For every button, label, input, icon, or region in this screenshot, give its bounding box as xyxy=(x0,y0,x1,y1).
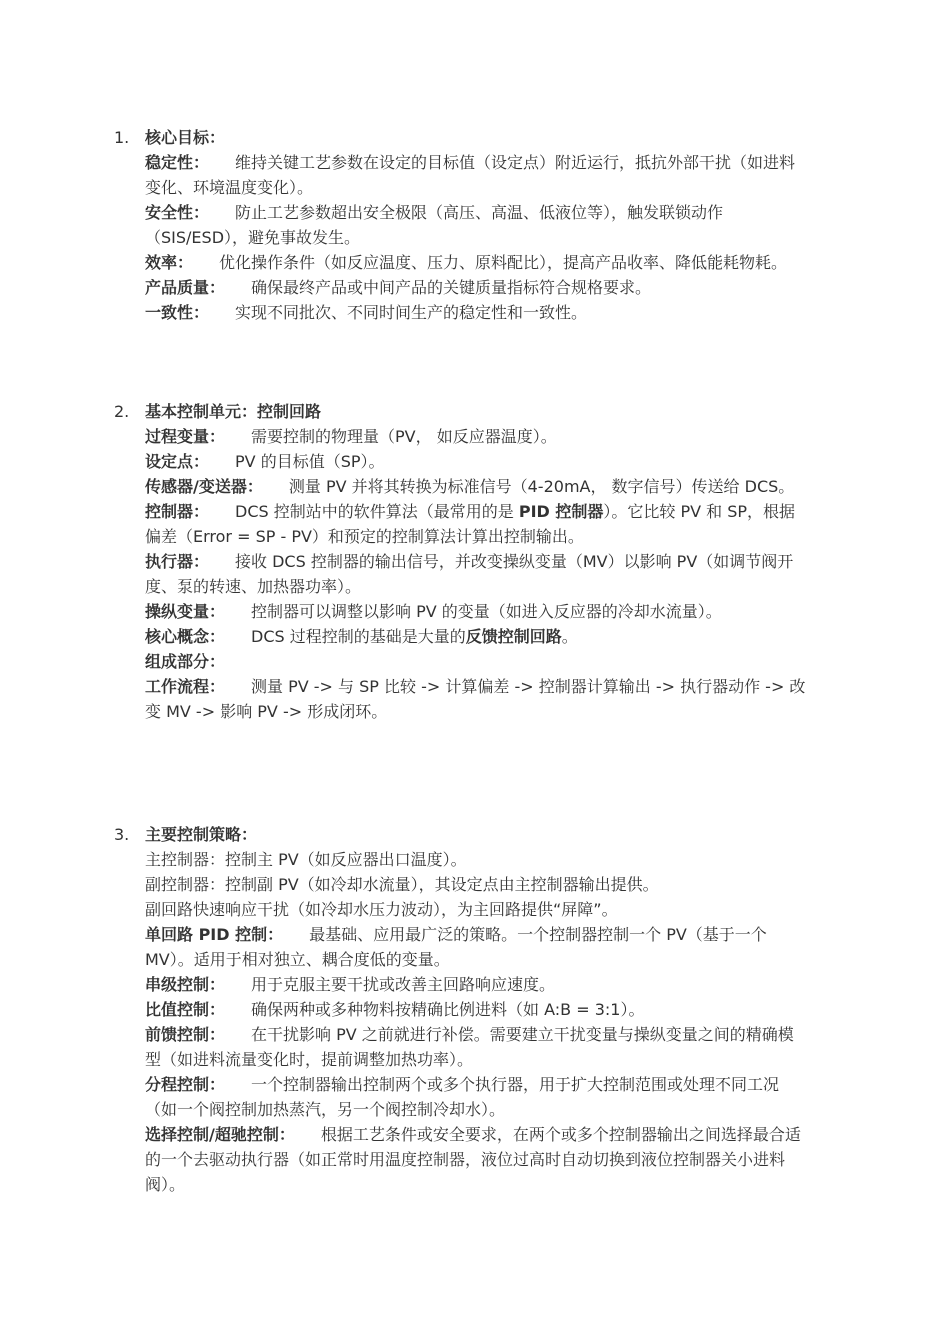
section-title xyxy=(145,399,321,424)
section-control-strategies xyxy=(114,822,814,1197)
item-text: 在干扰影响 PV 之前就进行补偿。需要建立干扰变量与操纵变量之间的精确模型（如进料流量变化时，提前调整加热功率）。 xyxy=(145,1025,794,1069)
item-manipulated-variable xyxy=(145,599,807,624)
item-label: 串级控制： xyxy=(145,975,226,994)
item-cascade-control xyxy=(145,972,807,997)
item-label: 组成部分： xyxy=(145,652,226,671)
item-text: 确保两种或多种物料按精确比例进料（如 A:B = 3:1）。 xyxy=(251,1000,645,1019)
item-text: 测量 PV -> 与 SP 比较 -> 计算偏差 -> 控制器计算输出 -> 执行器动作 -> 改变 MV -> 影响 PV -> 形成闭环。 xyxy=(145,677,806,721)
item-label: 安全性： xyxy=(145,203,210,222)
item-slave-controller xyxy=(145,872,807,897)
item-label: 设定点： xyxy=(145,452,210,471)
item-text: PV 的目标值（SP）。 xyxy=(235,452,385,471)
section-title: 主要控制策略： xyxy=(145,825,258,844)
item-core-concept xyxy=(145,624,807,649)
item-text: 优化操作条件（如反应温度、压力、原料配比），提高产品收率、降低能耗物耗。 xyxy=(219,253,788,272)
item-text: 。 xyxy=(561,627,578,646)
item-label: 操纵变量： xyxy=(145,602,226,621)
item-label: 执行器： xyxy=(145,552,210,571)
item-label: 控制器： xyxy=(145,502,210,521)
item-text: ）。它比较 PV 和 SP，根据偏差（Error = SP - PV）和预定的控制算法计算出控制输出。 xyxy=(145,502,796,546)
section-number: 1. xyxy=(114,128,130,147)
item-text: 副控制器：控制副 PV（如冷却水流量），其设定点由主控制器输出提供。 xyxy=(145,875,659,894)
item-workflow xyxy=(145,674,807,724)
item-label: 比值控制： xyxy=(145,1000,226,1019)
item-safety xyxy=(145,200,807,250)
item-process-variable xyxy=(145,424,807,449)
item-text: 副回路快速响应干扰（如冷却水压力波动），为主回路提供“屏障”。 xyxy=(145,900,618,919)
item-label: 产品质量： xyxy=(145,278,226,297)
item-components xyxy=(145,649,807,674)
item-setpoint xyxy=(145,449,807,474)
section-items xyxy=(145,150,807,325)
item-single-loop-pid xyxy=(145,922,807,972)
item-text: 确保最终产品或中间产品的关键质量指标符合规格要求。 xyxy=(251,278,652,297)
section-heading xyxy=(114,822,814,847)
item-text: 需要控制的物理量（PV， 如反应器温度）。 xyxy=(251,427,557,446)
item-text-emphasis: 反馈控制回路 xyxy=(465,627,562,646)
section-items xyxy=(145,847,807,1197)
section-number: 2. xyxy=(114,402,130,421)
item-label: 工作流程： xyxy=(145,677,226,696)
item-text-emphasis: PID 控制器 xyxy=(518,502,604,521)
item-override-control xyxy=(145,1122,807,1197)
section-number: 3. xyxy=(114,825,130,844)
item-label: 前馈控制： xyxy=(145,1025,226,1044)
item-text: 用于克服主要干扰或改善主回路响应速度。 xyxy=(251,975,556,994)
item-text: DCS 控制站中的软件算法（最常用的是 xyxy=(235,502,519,521)
item-text: 接收 DCS 控制器的输出信号，并改变操纵变量（MV）以影响 PV（如调节阀开度、泵的转速、加热器功率）。 xyxy=(145,552,794,596)
item-text: 一个控制器输出控制两个或多个执行器，用于扩大控制范围或处理不同工况（如一个阀控制加热蒸汽，另一个阀控制冷却水）。 xyxy=(145,1075,780,1119)
item-stability xyxy=(145,150,807,200)
item-text: 控制器可以调整以影响 PV 的变量（如进入反应器的冷却水流量）。 xyxy=(251,602,722,621)
item-master-controller xyxy=(145,847,807,872)
item-text: 最基础、应用最广泛的策略。一个控制器控制一个 PV（基于一个 MV）。适用于相对独立、耦合度低的变量。 xyxy=(145,925,767,969)
item-label: 核心概念： xyxy=(145,627,226,646)
section-title-emphasis: 控制回路 xyxy=(257,402,322,421)
item-inner-loop xyxy=(145,897,807,922)
item-feedforward-control xyxy=(145,1022,807,1072)
item-label: 效率： xyxy=(145,253,194,272)
item-consistency xyxy=(145,300,807,325)
item-label: 分程控制： xyxy=(145,1075,226,1094)
item-text: 测量 PV 并将其转换为标准信号（4-20mA， 数字信号）传送给 DCS。 xyxy=(288,477,795,496)
item-sensor xyxy=(145,474,807,499)
item-ratio-control xyxy=(145,997,807,1022)
item-split-range-control xyxy=(145,1072,807,1122)
item-text: 维持关键工艺参数在设定的目标值（设定点）附近运行，抵抗外部干扰（如进料变化、环境温度变化）。 xyxy=(145,153,796,197)
section-core-goals xyxy=(114,125,814,325)
section-title-prefix: 基本控制单元： xyxy=(145,402,258,421)
section-items xyxy=(145,424,807,724)
item-text: 根据工艺条件或安全要求，在两个或多个控制器输出之间选择最合适的一个去驱动执行器（如正常时用温度控制器，液位过高时自动切换到液位控制器关小进料阀）。 xyxy=(145,1125,801,1194)
item-controller xyxy=(145,499,807,549)
section-control-loop xyxy=(114,399,814,724)
item-label: 单回路 PID 控制： xyxy=(145,925,284,944)
item-label: 传感器/变送器： xyxy=(145,477,263,496)
item-efficiency xyxy=(145,250,807,275)
item-text: 防止工艺参数超出安全极限（高压、高温、低液位等），触发联锁动作（SIS/ESD），避免事故发生。 xyxy=(145,203,724,247)
item-actuator xyxy=(145,549,807,599)
item-label: 稳定性： xyxy=(145,153,210,172)
section-title: 核心目标： xyxy=(145,128,226,147)
item-label: 选择控制/超驰控制： xyxy=(145,1125,295,1144)
item-quality xyxy=(145,275,807,300)
item-label: 过程变量： xyxy=(145,427,226,446)
section-heading xyxy=(114,125,814,150)
section-heading xyxy=(114,399,814,424)
item-text: 实现不同批次、不同时间生产的稳定性和一致性。 xyxy=(235,303,588,322)
item-text: DCS 过程控制的基础是大量的 xyxy=(251,627,466,646)
item-label: 一致性： xyxy=(145,303,210,322)
item-text: 主控制器：控制主 PV（如反应器出口温度）。 xyxy=(145,850,467,869)
